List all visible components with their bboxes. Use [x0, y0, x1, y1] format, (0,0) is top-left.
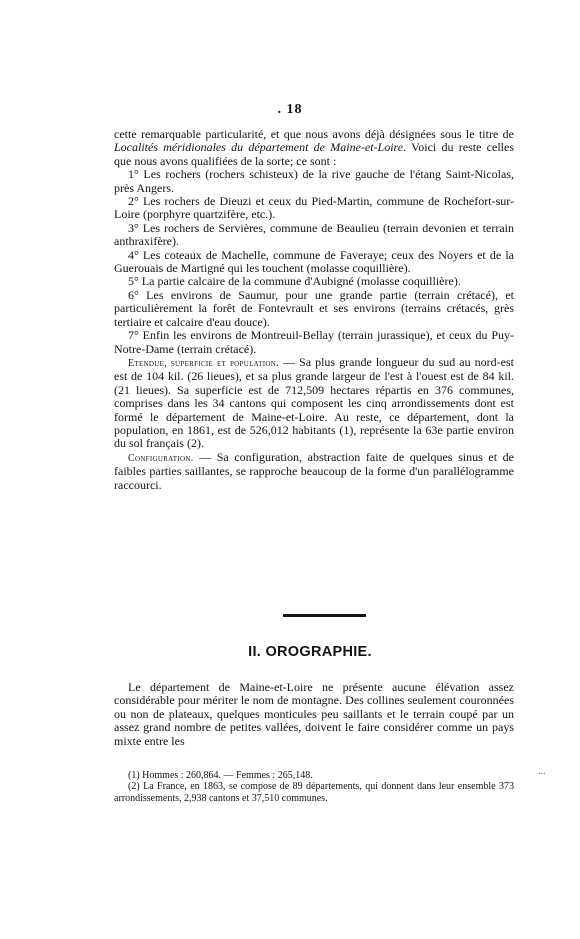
- etendue-paragraph: [114, 356, 514, 451]
- orographie-paragraph: Le département de Maine-et-Loire ne présente aucune élévation assez considérable pour mériter le nom de montagne. Des collines seulement couronnées ou non de plateaux, quelques monticules peu saillants et le terrain coupé par un assez grand nombre de petites vallées, doivent le faire considérer comme un pays mixte entre les: [114, 680, 514, 748]
- configuration-label: Configuration.: [128, 452, 194, 464]
- intro-paragraph: [114, 128, 514, 168]
- list-item: 7° Enfin les environs de Montreuil-Bellay (terrain jurassique), et ceux du Puy-Notre-Dame (terrain crétacé).: [114, 328, 514, 356]
- list-item: 4° Les coteaux de Machelle, commune de Faveraye; ceux des Noyers et de la Guerouais de Martigné qui les touchent (molasse coquillière).: [114, 247, 514, 276]
- footnotes: [114, 770, 514, 804]
- intro-section: [114, 128, 514, 492]
- list-item: 5° La partie calcaire de la commune d'Aubigné (molasse coquillière).: [128, 274, 461, 289]
- section-heading: II. OROGRAPHIE.: [248, 644, 372, 660]
- etendue-label: Etendue, superficie et population.: [128, 357, 279, 369]
- list-item: 2° Les rochers de Dieuzi et ceux du Pied-Martin, commune de Rochefort-sur-Loire (porphyre quartzifère, etc.).: [114, 194, 514, 222]
- intro-text-2: . Voici du reste celles que nous avons qualifiées de la sorte; ce sont :: [114, 140, 514, 168]
- section-divider: [283, 614, 366, 617]
- intro-text-1: cette remarquable particularité, et que nous avons déjà désignées sous le titre de: [114, 127, 514, 141]
- footnote: (2) La France, en 1863, se compose de 89 départements, qui donnent dans leur ensemble 373 arrondissements, 2,938 cantons et 37,510 communes.: [114, 781, 514, 804]
- footnote: (1) Hommes : 260,864. — Femmes : 265,148.: [128, 770, 313, 781]
- intro-italic: Localités méridionales du département de Maine-et-Loire: [114, 140, 404, 155]
- list-item: 1° Les rochers (rochers schisteux) de la rive gauche de l'étang Saint-Nicolas, près Angers.: [114, 167, 514, 195]
- orographie-section: [114, 681, 514, 748]
- page-number: . 18: [277, 102, 303, 117]
- configuration-paragraph: [114, 451, 514, 492]
- list-item: 3° Les rochers de Servières, commune de Beaulieu (terrain devonien et terrain anthraxifère).: [114, 220, 514, 249]
- margin-mark: ...: [538, 766, 546, 777]
- list-item: 6° Les environs de Saumur, pour une grande partie (terrain crétacé), et particulièrement la forêt de Fontevrault et ses environs (terrains crétacés, grès tertiaire et calcaire d'eau douce).: [114, 287, 514, 329]
- configuration-text: — Sa configuration, abstraction faite de quelques sinus et de faibles parties saillantes, se rapproche beaucoup de la forme d'un parallélogramme raccourci.: [114, 449, 514, 492]
- etendue-text: — Sa plus grande longueur du sud au nord-est est de 104 kil. (26 lieues), et sa plus grande largeur de l'est à l'ouest est de 84 kil. (21 lieues). Sa superficie est de 712,509 hectares répartis en 376 communes, comprises dans les 34 cantons qui composent les cinq arrondissements dont est formé le département de Maine-et-Loire. Au reste, ce département, dont la population, en 1861, est de 526,012 habitants (1), représente la 63e partie environ du sol français (2).: [114, 354, 514, 451]
